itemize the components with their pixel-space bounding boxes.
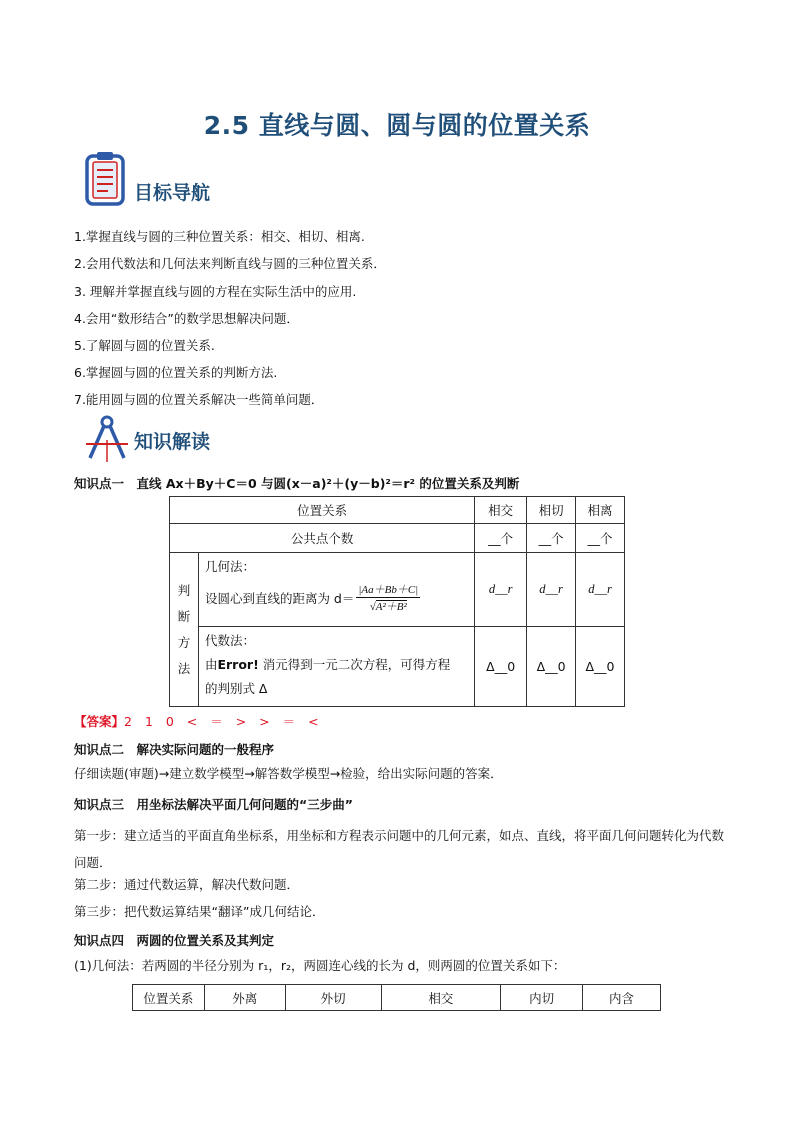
fraction-numerator: |Aa＋Bb＋C| [356,581,420,598]
geo-cell: d__r [527,553,576,627]
kp3-heading: 知识点三 用坐标法解决平面几何问题的“三步曲” [74,797,353,812]
section-heading-knowledge: 知识解读 [134,431,211,453]
geo-title: 几何法： [204,559,255,574]
objective-item: 2.会用代数法和几何法来判断直线与圆的三种位置关系． [74,256,386,271]
kp4-heading: 知识点四 两圆的位置关系及其判定 [74,933,275,948]
kp4-header-cell: 外切 [285,985,381,1011]
alg-title: 代数法： [204,633,255,648]
kp1-table [169,496,625,707]
side-label-method [170,553,199,707]
objective-item: 1.掌握直线与圆的三种位置关系：相交、相切、相离. [74,229,365,244]
blank-cell: __个 [527,524,576,553]
geo-cell: d__r [475,553,527,627]
kp2-text: 仔细读题(审题)→建立数学模型→解答数学模型→检验，给出实际问题的答案． [74,766,503,781]
geo-desc: 设圆心到直线的距离为 d＝ [204,590,355,606]
kp3-step3: 第三步：把代数运算结果“翻译”成几何结论． [74,904,325,919]
alg-desc2: 的判别式 Δ [204,681,268,696]
side-char: 法 [177,660,191,676]
kp4-text: (1)几何法：若两圆的半径分别为 r₁，r₂，两圆连心线的长为 d，则两圆的位置关系如下： [74,958,566,973]
kp3-step2: 第二步：通过代数运算，解决代数问题． [74,877,300,892]
header-position-relation: 位置关系 [170,497,475,524]
answer-values: 2 1 0 < ＝ > > ＝ < [124,714,319,729]
page-title: 2.5 直线与圆、圆与圆的位置关系 [203,111,591,140]
kp4-header-cell: 相交 [381,985,501,1011]
alg-cell: Δ__0 [475,627,527,707]
side-char: 判 [177,582,191,598]
side-char: 方 [177,634,191,650]
fraction-denominator: A²＋B² [375,601,407,613]
kp3-step1: 第一步：建立适当的平面直角坐标系，用坐标和方程表示问题中的几何元素，如点、直线，将平面几何问题转化为代数问题． [74,828,725,870]
kp4-header-cell: 内含 [583,985,661,1011]
alg-prefix: 由 [204,657,218,672]
kp4-header-cell: 外离 [204,985,285,1011]
alg-error: Error! [217,657,259,672]
algebraic-method-cell [198,627,474,707]
kp4-table [132,984,661,1011]
section-heading-goals: 目标导航 [134,182,211,204]
side-char: 断 [177,608,191,624]
kp1-answer [74,712,319,730]
objective-item: 3. 理解并掌握直线与圆的方程在实际生活中的应用. [74,284,357,299]
geometric-method-cell [198,553,474,627]
kp4-header-cell: 内切 [501,985,583,1011]
objective-item: 4.会用“数形结合”的数学思想解决问题． [74,311,299,326]
header-tangent: 相切 [527,497,576,524]
alg-desc: 消元得到一元二次方程，可得方程 [258,657,451,672]
compass-icon [84,414,130,464]
clipboard-icon [82,150,128,208]
header-separate: 相离 [576,497,625,524]
objective-item: 5.了解圆与圆的位置关系. [74,338,215,353]
row-common-points: 公共点个数 [170,524,475,553]
kp2-heading: 知识点二 解决实际问题的一般程序 [74,742,275,757]
kp1-heading: 知识点一 直线 Ax＋By＋C＝0 与圆(x－a)²＋(y－b)²＝r² 的位置关系及判断 [74,476,520,491]
distance-fraction: |Aa＋Bb＋C| √A²＋B² [356,581,420,614]
blank-cell: __个 [475,524,527,553]
objective-item: 6.掌握圆与圆的位置关系的判断方法. [74,365,278,380]
kp4-header-cell: 位置关系 [133,985,205,1011]
alg-cell: Δ__0 [527,627,576,707]
header-intersect: 相交 [475,497,527,524]
objective-item: 7.能用圆与圆的位置关系解决一些简单问题． [74,392,324,407]
answer-label: 【答案】 [74,714,125,729]
geo-cell: d__r [576,553,625,627]
blank-cell: __个 [576,524,625,553]
alg-cell: Δ__0 [576,627,625,707]
